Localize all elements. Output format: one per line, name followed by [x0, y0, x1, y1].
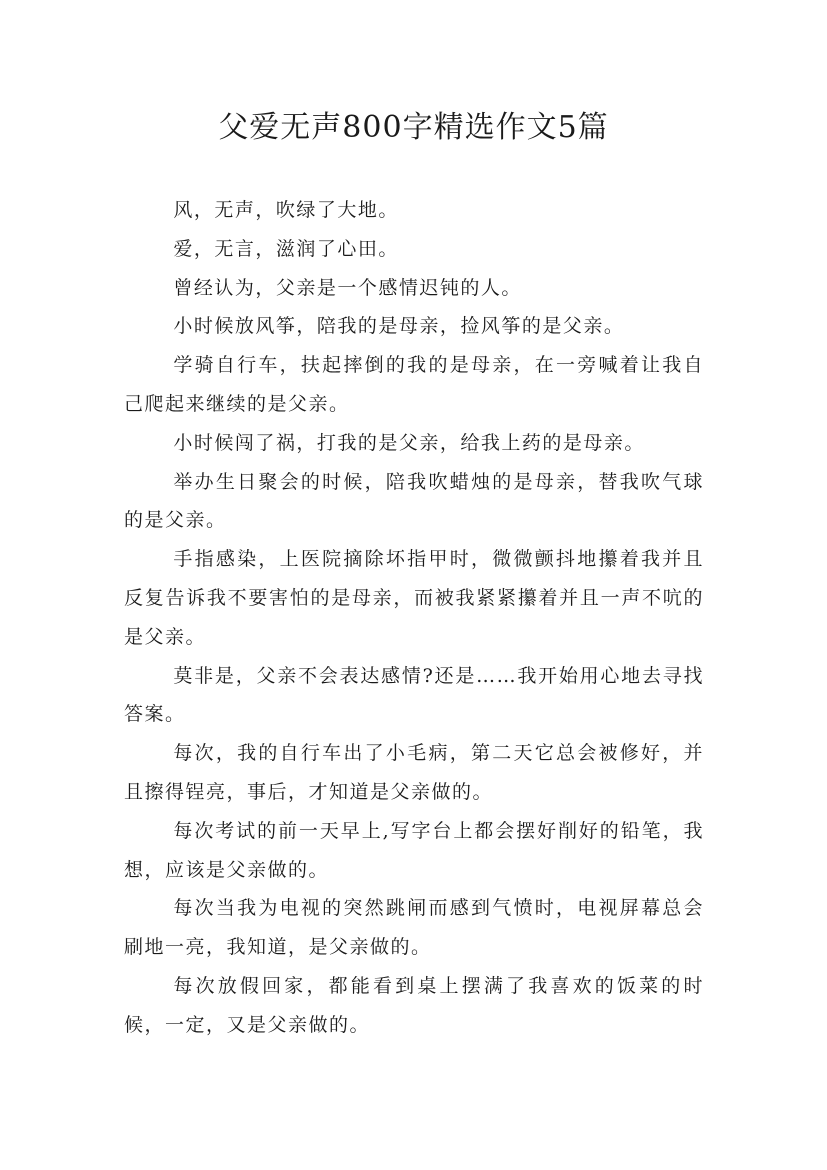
paragraph: 每次放假回家，都能看到桌上摆满了我喜欢的饭菜的时候，一定，又是父亲做的。	[124, 974, 704, 1036]
paragraph: 举办生日聚会的时候，陪我吹蜡烛的是母亲，替我吹气球的是父亲。	[124, 470, 704, 532]
paragraph: 小时候放风筝，陪我的是母亲，捡风筝的是父亲。	[173, 315, 625, 338]
paragraph: 小时候闯了祸，打我的是父亲，给我上药的是母亲。	[173, 431, 645, 454]
article-body	[124, 191, 704, 1045]
paragraph: 爱，无言，滋润了心田。	[173, 237, 399, 260]
paragraph: 学骑自行车，扶起摔倒的我的是母亲，在一旁喊着让我自己爬起来继续的是父亲。	[124, 354, 704, 415]
paragraph: 手指感染，上医院摘除坏指甲时，微微颤抖地攥着我并且反复告诉我不要害怕的是母亲，而被我紧紧攥着并且一声不吭的是父亲。	[124, 548, 704, 648]
paragraph: 风，无声，吹绿了大地。	[173, 199, 399, 221]
document-title: 父爱无声800字精选作文5篇	[218, 110, 609, 145]
paragraph: 每次考试的前一天早上,写字台上都会摆好削好的铅笔，我想，应该是父亲做的。	[124, 819, 704, 881]
paragraph: 莫非是，父亲不会表达感情?还是……我开始用心地去寻找答案。	[124, 664, 704, 726]
paragraph: 曾经认为，父亲是一个感情迟钝的人。	[173, 276, 522, 299]
paragraph: 每次当我为电视的突然跳闸而感到气愤时，电视屏幕总会刷地一亮，我知道，是父亲做的。	[124, 897, 704, 959]
paragraph: 每次，我的自行车出了小毛病，第二天它总会被修好，并且擦得锃亮，事后，才知道是父亲做的。	[124, 742, 704, 803]
